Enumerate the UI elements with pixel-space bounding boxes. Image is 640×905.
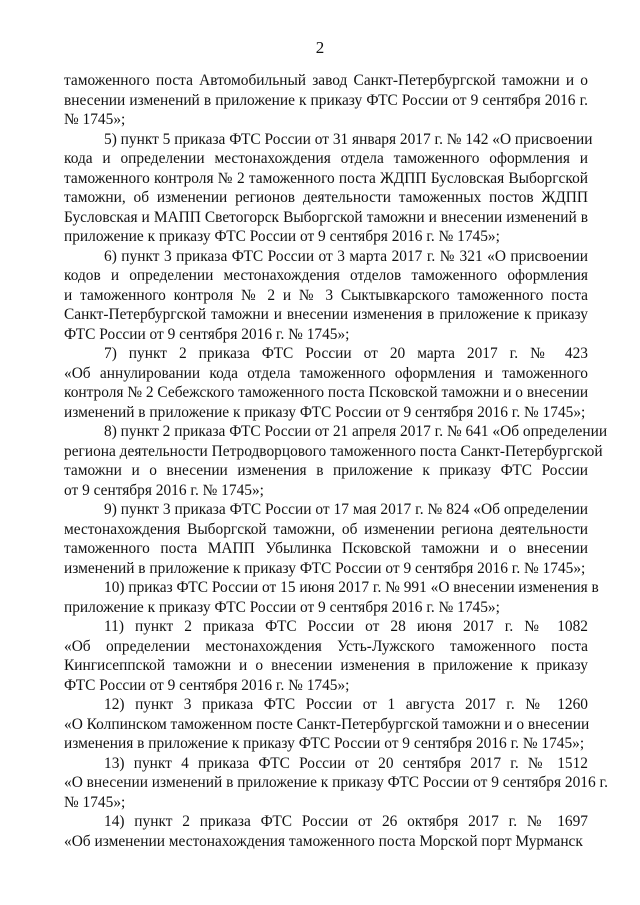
text-line: 12) пункт 3 приказа ФТС России от 1 августа 2017 г. № 1260 (104, 696, 588, 713)
text-line: приложение к приказу ФТС России от 9 сентября 2016 г. № 1745»; (64, 228, 500, 245)
paragraph (64, 247, 588, 345)
paragraph (64, 617, 588, 695)
paragraph (64, 695, 588, 754)
text-line: таможенного поста Автомобильный завод Санкт-Петербургской таможни и о (64, 72, 588, 89)
paragraph (64, 578, 599, 617)
text-line: 5) пункт 5 приказа ФТС России от 31 января 2017 г. № 142 «О присвоении (104, 130, 593, 148)
text-line: Кингисеппской таможни и о внесении изменения в приложение к приказу (64, 657, 588, 674)
paragraph (64, 71, 588, 130)
text-line: кодов и определении местонахождения отделов таможенного оформления (64, 267, 588, 284)
paragraph (64, 754, 608, 813)
text-line: от 9 сентября 2016 г. № 1745»; (64, 481, 264, 499)
paragraph (64, 422, 608, 500)
text-line: № 1745»; (64, 793, 126, 811)
page-number: 2 (315, 38, 325, 57)
text-line: изменений в приложение к приказу ФТС России от 9 сентября 2016 г. № 1745»; (64, 559, 586, 577)
text-line: местонахождения Выборгской таможни, об изменении региона деятельности (64, 520, 588, 538)
text-line: таможни, об изменении регионов деятельности таможенных постов ЖДПП (64, 189, 588, 206)
text-line: Бусловская и МАПП Светогорск Выборгской таможни и внесении изменений в (64, 208, 588, 226)
text-line: 14) пункт 2 приказа ФТС России от 26 октября 2017 г. № 1697 (104, 813, 588, 830)
text-line: таможенного поста МАПП Убылинка Псковской таможни и о внесении (64, 540, 588, 557)
text-line: № 1745»; (64, 111, 126, 128)
text-line: «Об аннулировании кода отдела таможенного оформления и таможенного (64, 364, 588, 382)
text-line: приложение к приказу ФТС России от 9 сентября 2016 г. № 1745»; (64, 598, 500, 616)
text-line: ФТС России от 9 сентября 2016 г. № 1745»; (64, 676, 350, 694)
text-line: таможни и о внесении изменения в приложение к приказу ФТС России (64, 462, 588, 479)
text-line: региона деятельности Петродворцового таможенного поста Санкт-Петербургской (64, 442, 603, 460)
text-line: изменений в приложение к приказу ФТС России от 9 сентября 2016 г. № 1745»; (64, 403, 586, 421)
text-line: 9) пункт 3 приказа ФТС России от 17 мая 2017 г. № 824 «Об определении (104, 501, 588, 518)
text-line: 11) пункт 2 приказа ФТС России от 28 июня 2017 г. № 1082 (104, 618, 588, 635)
text-line: изменения в приложение к приказу ФТС России от 9 сентября 2016 г. № 1745»; (64, 735, 585, 752)
text-line: кода и определении местонахождения отдела таможенного оформления и (64, 150, 588, 167)
text-line: 13) пункт 4 приказа ФТС России от 20 сентября 2017 г. № 1512 (104, 754, 588, 772)
text-line: «Об определении местонахождения Усть-Лужского таможенного поста (64, 637, 588, 655)
text-line: 6) пункт 3 приказа ФТС России от 3 марта 2017 г. № 321 «О присвоении (104, 247, 588, 265)
paragraph (64, 344, 588, 422)
text-line: и таможенного контроля № 2 и № 3 Сыктывкарского таможенного поста (64, 286, 588, 304)
text-line: внесении изменений в приложение к приказу ФТС России от 9 сентября 2016 г. (64, 91, 588, 109)
text-line: 7) пункт 2 приказа ФТС России от 20 марта 2017 г. № 423 (104, 345, 588, 362)
paragraph (64, 500, 588, 578)
text-line: контроля № 2 Себежского таможенного поста Псковской таможни и о внесении (64, 384, 589, 401)
text-line: 10) приказ ФТС России от 15 июня 2017 г. № 991 «О внесении изменения в (104, 579, 599, 596)
text-line: «О внесении изменений в приложение к приказу ФТС России от 9 сентября 2016 г. (64, 774, 608, 791)
text-line: «Об изменении местонахождения таможенного поста Морской порт Мурманск (64, 832, 583, 850)
text-line: Санкт-Петербургской таможни и внесении изменения в приложение к приказу (64, 306, 588, 323)
document-body (64, 71, 608, 851)
paragraph (64, 130, 593, 247)
text-line: ФТС России от 9 сентября 2016 г. № 1745»; (64, 325, 350, 343)
text-line: таможенного контроля № 2 таможенного поста ЖДПП Бусловская Выборгской (64, 169, 588, 187)
text-line: «О Колпинском таможенном посте Санкт-Петербургской таможни и о внесении (64, 715, 590, 733)
text-line: 8) пункт 2 приказа ФТС России от 21 апреля 2017 г. № 641 «Об определении (104, 423, 608, 440)
paragraph (64, 812, 588, 851)
